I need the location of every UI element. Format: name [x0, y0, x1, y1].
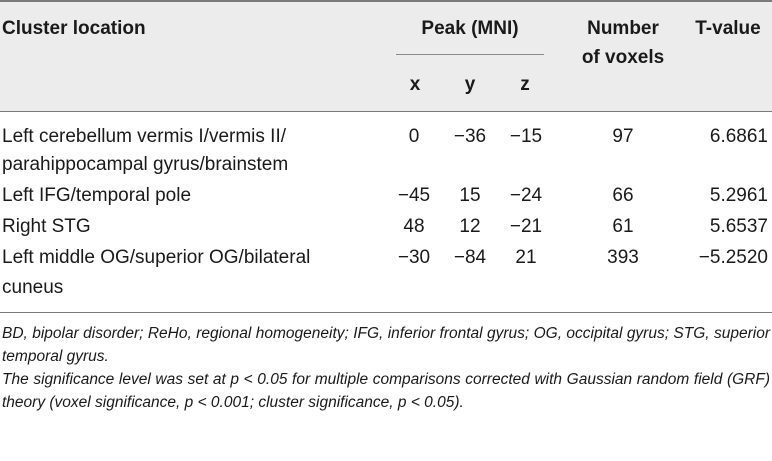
row-2-x: −45 — [397, 185, 431, 206]
row-3-location: Right STG — [2, 216, 91, 237]
row-2-voxels: 66 — [612, 185, 634, 206]
row-3-voxels: 61 — [612, 216, 634, 237]
row-4-x: −30 — [397, 247, 431, 268]
row-1-y: −36 — [453, 126, 487, 147]
row-2-location: Left IFG/temporal pole — [2, 185, 192, 206]
footnote-abbreviations: BD, bipolar disorder; ReHo, regional homogeneity; IFG, inferior frontal gyrus; OG, occipital gyrus; STG, superior temporal gyrus. — [2, 325, 770, 365]
row-4-t-value: −5.2520 — [698, 247, 768, 268]
header-cluster-location: Cluster location — [2, 18, 146, 39]
header-y: y — [464, 74, 476, 95]
header-number-voxels-line2: of voxels — [581, 47, 665, 68]
row-3-z: −21 — [509, 216, 543, 237]
peak-mni-rule — [396, 54, 544, 55]
row-2-z: −24 — [509, 185, 543, 206]
row-4-location-cont: cuneus — [2, 277, 64, 298]
header-number-voxels-line1: Number — [587, 18, 659, 39]
row-3-t-value: 5.6537 — [709, 216, 768, 237]
bottom-rule — [0, 312, 772, 313]
row-4-voxels: 393 — [607, 247, 639, 268]
row-4-location: Left middle OG/superior OG/bilateral — [2, 247, 311, 268]
row-1-location-cont: parahippocampal gyrus/brainstem — [2, 154, 289, 175]
table-footnotes — [2, 322, 770, 414]
footnote-significance: The significance level was set at p < 0.05 for multiple comparisons corrected with Gaussian random field (GRF) theory (voxel significance, p < 0.001; cluster significance, p < 0.05). — [2, 371, 770, 411]
row-1-z: −15 — [509, 126, 543, 147]
header-z: z — [520, 74, 530, 95]
row-2-t-value: 5.2961 — [709, 185, 768, 206]
row-4-y: −84 — [453, 247, 487, 268]
header-x: x — [409, 74, 421, 95]
row-1-voxels: 97 — [612, 126, 634, 147]
row-3-x: 48 — [403, 216, 425, 237]
top-rule — [0, 0, 772, 2]
header-peak-mni: Peak (MNI) — [421, 18, 519, 39]
row-4-z: 21 — [515, 247, 537, 268]
row-1-x: 0 — [408, 126, 420, 147]
row-1-location: Left cerebellum vermis I/vermis II/ — [2, 126, 287, 147]
row-1-t-value: 6.6861 — [709, 126, 768, 147]
header-rule — [0, 111, 772, 112]
header-t-value: T-value — [695, 18, 761, 39]
row-3-y: 12 — [459, 216, 481, 237]
row-2-y: 15 — [459, 185, 481, 206]
